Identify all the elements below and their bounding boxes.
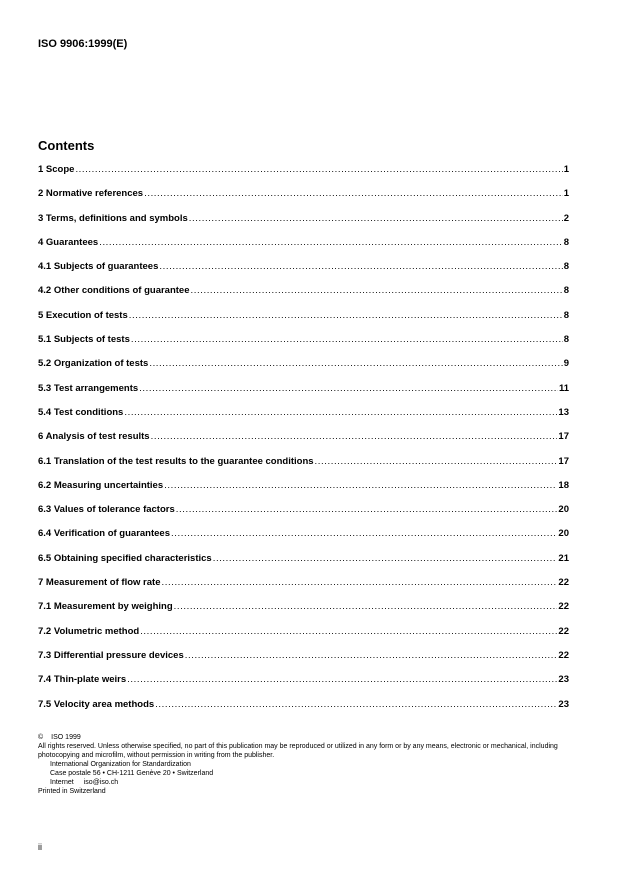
- toc-dot-leader: [129, 310, 563, 321]
- toc-entry-label: 6 Analysis of test results: [38, 431, 150, 443]
- toc-entry[interactable]: [38, 261, 569, 285]
- toc-entry-label: 6.4 Verification of guarantees: [38, 528, 170, 540]
- toc-entry-page: 1: [563, 164, 569, 175]
- toc-entry-page: 18: [558, 479, 569, 491]
- toc-entry-label: 4.1 Subjects of guarantees: [38, 261, 159, 273]
- internet-label: Internet: [50, 779, 74, 786]
- toc-entry[interactable]: [38, 407, 569, 431]
- toc-dot-leader: [159, 261, 562, 272]
- toc-entry[interactable]: [38, 358, 569, 382]
- toc-dot-leader: [161, 577, 557, 588]
- rights-statement: All rights reserved. Unless otherwise specified, no part of this publication may be reproduced or utilized in any form or by any means, electronic or mechanical, including photocopying and microfilm, without permission in writing from the publisher.: [38, 743, 558, 759]
- toc-entry-label: 5.2 Organization of tests: [38, 358, 149, 370]
- toc-entry-label: 5.1 Subjects of tests: [38, 334, 130, 346]
- toc-dot-leader: [189, 213, 563, 224]
- toc-dot-leader: [171, 528, 557, 539]
- toc-entry-page: 21: [558, 552, 569, 564]
- toc-entry[interactable]: [38, 699, 569, 723]
- printed-in: Printed in Switzerland: [38, 788, 106, 795]
- toc-entry-page: 22: [558, 649, 569, 661]
- toc-entry[interactable]: [38, 553, 569, 577]
- toc-entry-page: 17: [558, 431, 569, 443]
- toc-dot-leader: [75, 164, 562, 175]
- organization-name: International Organization for Standardization: [50, 761, 191, 768]
- toc-dot-leader: [149, 358, 562, 369]
- toc-dot-leader: [315, 456, 558, 467]
- toc-entry-label: 2 Normative references: [38, 188, 144, 200]
- toc-entry[interactable]: [38, 456, 569, 480]
- toc-entry[interactable]: [38, 650, 569, 674]
- toc-entry[interactable]: [38, 213, 569, 237]
- toc-entry-label: 6.3 Values of tolerance factors: [38, 504, 175, 516]
- toc-dot-leader: [124, 407, 557, 418]
- toc-entry[interactable]: [38, 528, 569, 552]
- toc-entry-page: 22: [558, 577, 569, 589]
- toc-entry-label: 4.2 Other conditions of guarantee: [38, 285, 190, 297]
- toc-entry[interactable]: [38, 674, 569, 698]
- toc-entry-page: 1: [563, 188, 569, 200]
- page-number: ii: [38, 842, 42, 852]
- copyright-symbol: ©: [38, 734, 44, 741]
- toc-entry[interactable]: [38, 383, 569, 407]
- toc-entry[interactable]: [38, 188, 569, 212]
- toc-entry-label: 4 Guarantees: [38, 236, 99, 248]
- toc-dot-leader: [151, 431, 558, 442]
- toc-entry[interactable]: [38, 334, 569, 358]
- toc-entry[interactable]: [38, 577, 569, 601]
- toc-dot-leader: [191, 285, 563, 296]
- toc-entry-page: 13: [558, 406, 569, 418]
- toc-entry[interactable]: [38, 310, 569, 334]
- toc-dot-leader: [131, 334, 563, 345]
- toc-entry-page: 20: [558, 504, 569, 516]
- toc-entry-page: 8: [563, 334, 569, 346]
- copyright-line: [38, 733, 578, 742]
- toc-entry[interactable]: [38, 480, 569, 504]
- toc-entry[interactable]: [38, 626, 569, 650]
- toc-dot-leader: [174, 601, 558, 612]
- toc-entry-label: 7.1 Measurement by weighing: [38, 601, 173, 613]
- toc-dot-leader: [144, 188, 563, 199]
- toc-entry-page: 22: [558, 601, 569, 613]
- toc-entry[interactable]: [38, 601, 569, 625]
- toc-entry-label: 5.4 Test conditions: [38, 406, 124, 418]
- internet-address: iso@iso.ch: [83, 779, 119, 786]
- copyright-year: ISO 1999: [51, 734, 81, 741]
- toc-dot-leader: [139, 383, 558, 394]
- toc-entry-page: 23: [558, 698, 569, 710]
- toc-dot-leader: [140, 626, 557, 637]
- contents-heading: Contents: [38, 138, 95, 153]
- internet-line: [38, 778, 578, 787]
- copyright-block: [38, 733, 578, 796]
- toc-entry[interactable]: [38, 237, 569, 261]
- toc-entry-label: 5 Execution of tests: [38, 309, 128, 321]
- document-header: ISO 9906:1999(E): [38, 38, 128, 50]
- table-of-contents: [38, 164, 569, 723]
- toc-entry-label: 7.4 Thin-plate weirs: [38, 674, 127, 686]
- toc-dot-leader: [164, 480, 557, 491]
- toc-dot-leader: [155, 699, 557, 710]
- toc-entry-page: 8: [563, 261, 569, 273]
- toc-entry-label: 6.1 Translation of the test results to the guarantee conditions: [38, 455, 314, 467]
- toc-entry-label: 7.2 Volumetric method: [38, 625, 140, 637]
- toc-dot-leader: [176, 504, 558, 515]
- toc-entry-label: 7.5 Velocity area methods: [38, 698, 155, 710]
- toc-entry-page: 23: [558, 674, 569, 686]
- toc-entry-label: 3 Terms, definitions and symbols: [38, 212, 188, 224]
- toc-entry-page: 17: [558, 455, 569, 467]
- toc-entry-page: 22: [558, 625, 569, 637]
- toc-dot-leader: [213, 553, 558, 564]
- toc-entry[interactable]: [38, 504, 569, 528]
- toc-entry-page: 11: [558, 382, 569, 394]
- toc-entry[interactable]: [38, 431, 569, 455]
- toc-entry-label: 7 Measurement of flow rate: [38, 577, 161, 589]
- toc-dot-leader: [185, 650, 558, 661]
- toc-dot-leader: [127, 674, 557, 685]
- toc-dot-leader: [99, 237, 563, 248]
- organization-address: Case postale 56 • CH-1211 Genève 20 • Switzerland: [50, 770, 214, 777]
- toc-entry-page: 9: [563, 358, 569, 370]
- toc-entry-page: 8: [563, 309, 569, 321]
- toc-entry-page: 8: [563, 285, 569, 297]
- toc-entry-label: 7.3 Differential pressure devices: [38, 649, 184, 661]
- toc-entry[interactable]: [38, 164, 569, 188]
- toc-entry-label: 1 Scope: [38, 164, 75, 175]
- toc-entry-label: 6.2 Measuring uncertainties: [38, 479, 164, 491]
- toc-entry[interactable]: [38, 285, 569, 309]
- toc-entry-page: 8: [563, 236, 569, 248]
- toc-entry-label: 6.5 Obtaining specified characteristics: [38, 552, 212, 564]
- toc-entry-label: 5.3 Test arrangements: [38, 382, 139, 394]
- toc-entry-page: 2: [563, 212, 569, 224]
- toc-entry-page: 20: [558, 528, 569, 540]
